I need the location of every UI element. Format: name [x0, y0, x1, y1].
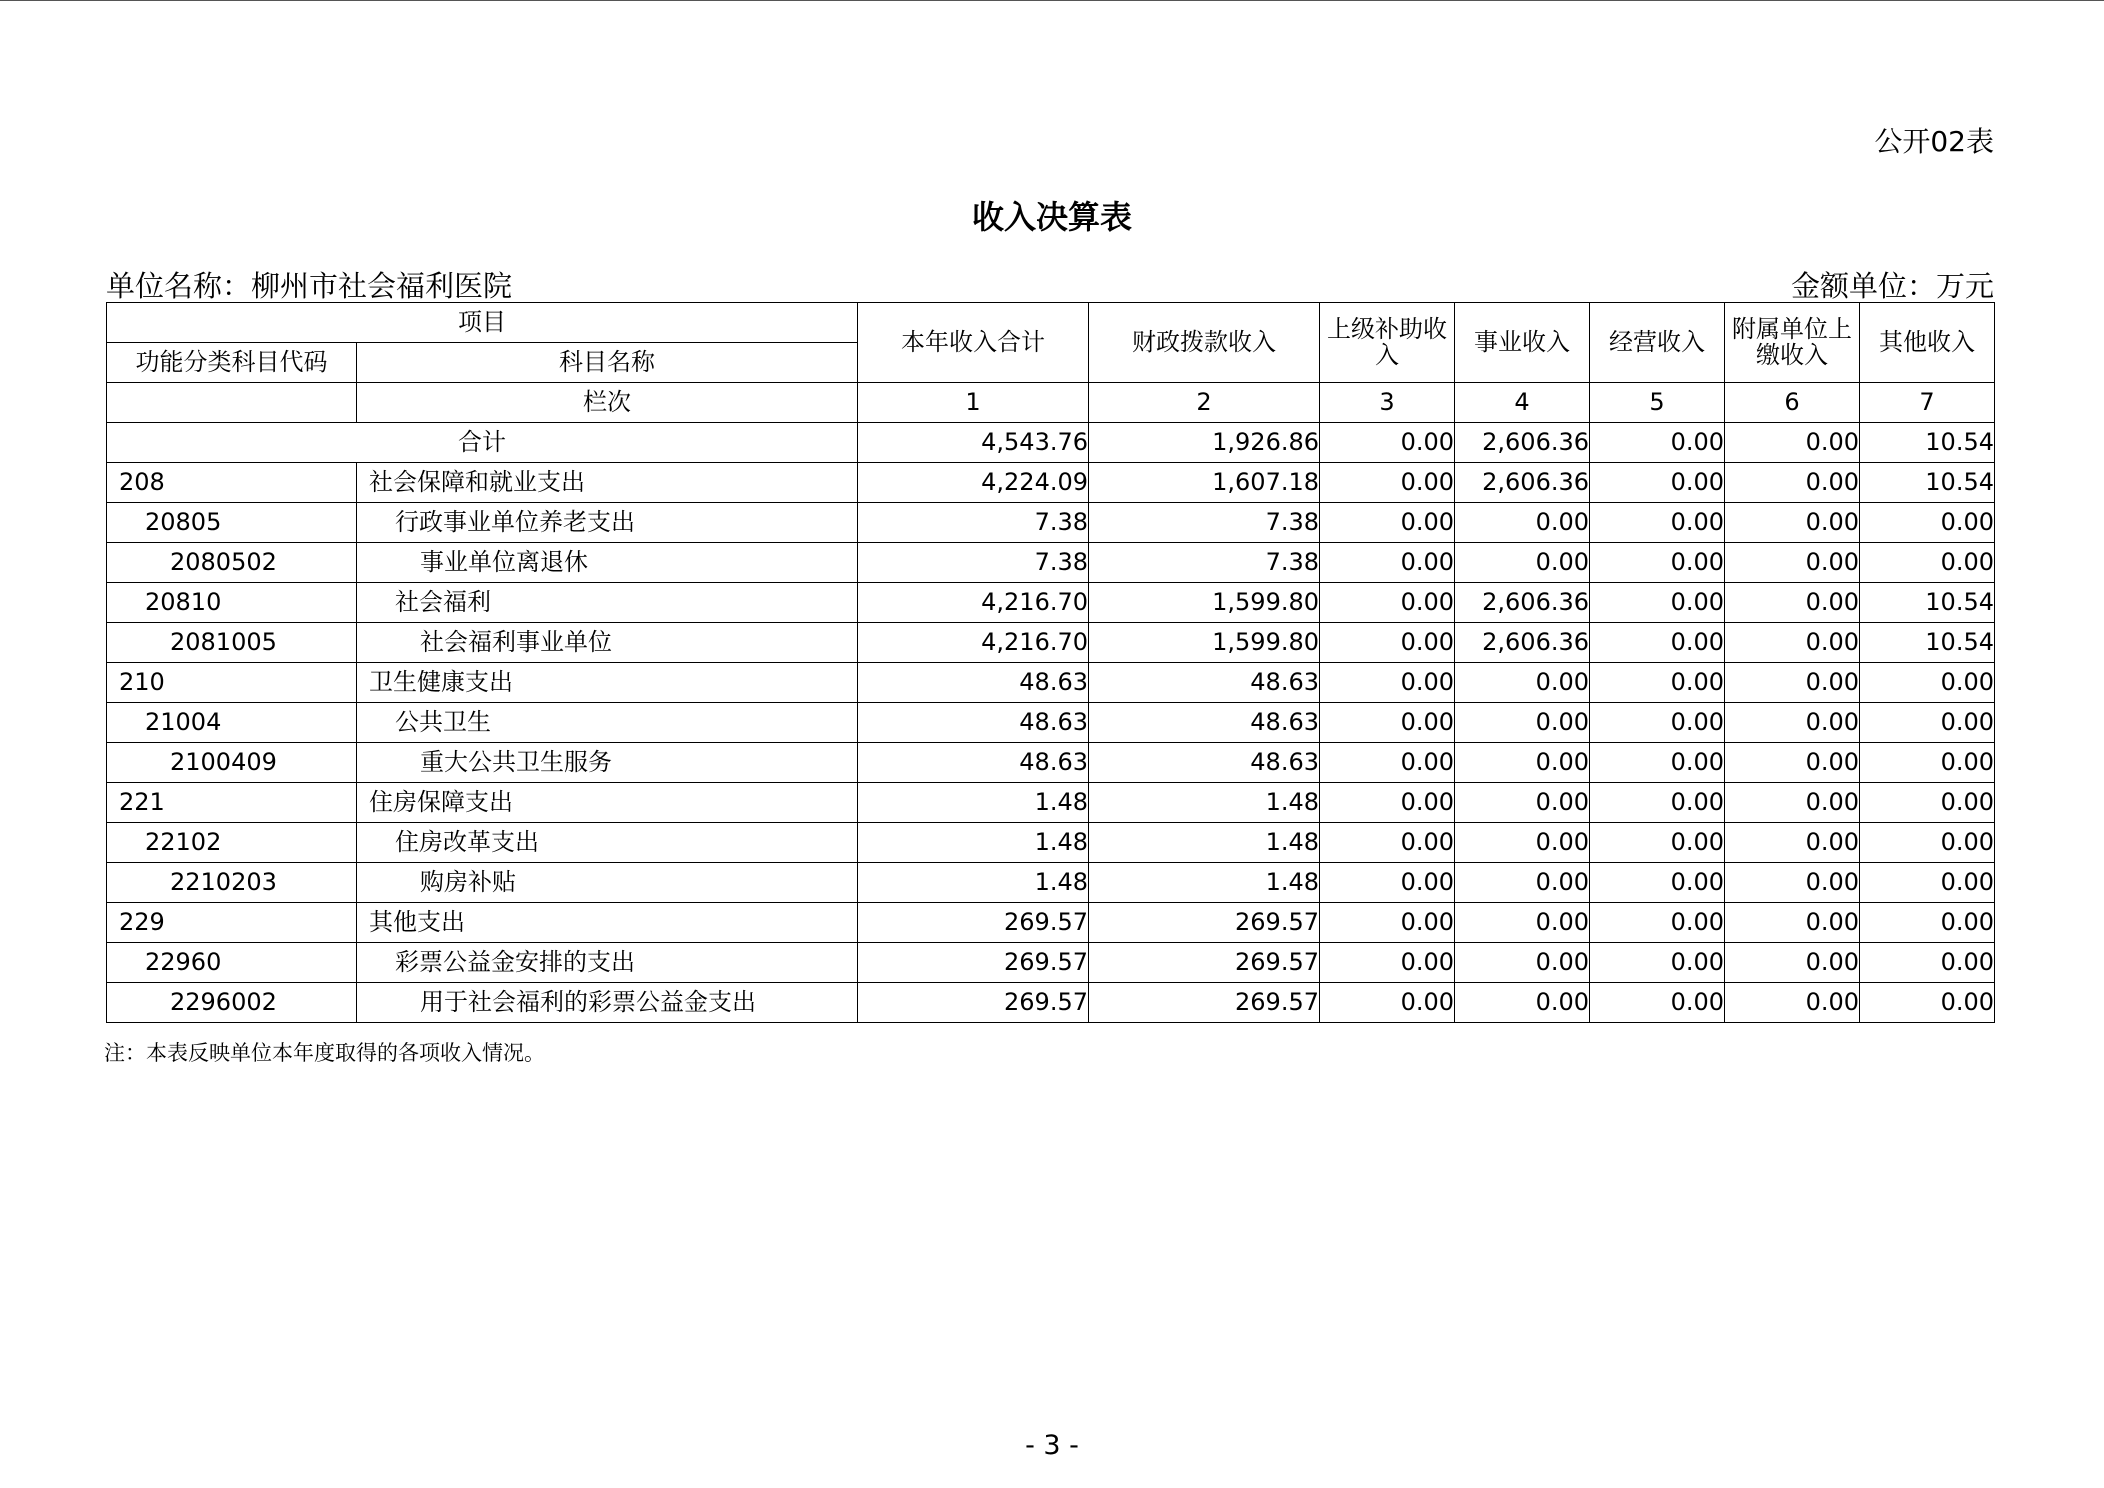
row-value: 0.00: [1725, 823, 1860, 863]
row-value: 0.00: [1320, 543, 1455, 583]
table-row: [107, 463, 1995, 503]
header-name: 科目名称: [357, 343, 858, 383]
row-value: 0.00: [1320, 463, 1455, 503]
row-name: 彩票公益金安排的支出: [357, 943, 858, 983]
row-code: 2081005: [107, 623, 357, 663]
row-value: 0.00: [1725, 903, 1860, 943]
row-value: 0.00: [1590, 983, 1725, 1023]
table-row: [107, 943, 1995, 983]
row-value: 0.00: [1860, 903, 1995, 943]
table-row: [107, 903, 1995, 943]
row-value: 48.63: [858, 743, 1089, 783]
row-value: 1,607.18: [1089, 463, 1320, 503]
row-value: 1.48: [858, 783, 1089, 823]
row-value: 0.00: [1590, 503, 1725, 543]
row-value: 0.00: [1725, 543, 1860, 583]
header-col-6: 附属单位上缴收入: [1725, 303, 1860, 383]
top-border-line: [0, 0, 2104, 1]
table-row: [107, 543, 1995, 583]
row-value: 0.00: [1860, 703, 1995, 743]
row-name: 社会保障和就业支出: [357, 463, 858, 503]
row-code: 20805: [107, 503, 357, 543]
row-value: 0.00: [1590, 703, 1725, 743]
row-value: 4,216.70: [858, 583, 1089, 623]
row-value: 0.00: [1590, 783, 1725, 823]
row-name: 住房保障支出: [357, 783, 858, 823]
row-value: 48.63: [858, 703, 1089, 743]
header-col-5: 经营收入: [1590, 303, 1725, 383]
row-value: 0.00: [1455, 743, 1590, 783]
row-value: 0.00: [1320, 823, 1455, 863]
row-code: 229: [107, 903, 357, 943]
row-value: 7.38: [858, 503, 1089, 543]
row-name: 住房改革支出: [357, 823, 858, 863]
row-value: 269.57: [1089, 943, 1320, 983]
row-value: 0.00: [1320, 983, 1455, 1023]
row-value: 0.00: [1860, 663, 1995, 703]
row-value: 0.00: [1320, 943, 1455, 983]
row-value: 2,606.36: [1455, 463, 1590, 503]
row-value: 7.38: [1089, 543, 1320, 583]
row-value: 0.00: [1725, 703, 1860, 743]
row-value: 0.00: [1725, 863, 1860, 903]
row-value: 0.00: [1725, 783, 1860, 823]
form-number: 公开02表: [1874, 125, 1994, 158]
table-row: [107, 703, 1995, 743]
row-value: 0.00: [1455, 703, 1590, 743]
row-name: 重大公共卫生服务: [357, 743, 858, 783]
total-value: 0.00: [1590, 423, 1725, 463]
row-value: 0.00: [1590, 903, 1725, 943]
row-value: 0.00: [1860, 823, 1995, 863]
column-number: 1: [858, 383, 1089, 423]
table-note: 注：本表反映单位本年度取得的各项收入情况。: [104, 1041, 545, 1065]
row-value: 0.00: [1455, 823, 1590, 863]
row-code: 21004: [107, 703, 357, 743]
row-code: 20810: [107, 583, 357, 623]
row-value: 0.00: [1455, 863, 1590, 903]
row-value: 4,216.70: [858, 623, 1089, 663]
row-value: 48.63: [1089, 703, 1320, 743]
table-row: [107, 743, 1995, 783]
row-value: 48.63: [1089, 663, 1320, 703]
total-value: 4,543.76: [858, 423, 1089, 463]
row-value: 0.00: [1725, 943, 1860, 983]
row-value: 269.57: [858, 943, 1089, 983]
row-value: 0.00: [1590, 663, 1725, 703]
row-value: 0.00: [1455, 543, 1590, 583]
header-col-3: 上级补助收入: [1320, 303, 1455, 383]
row-value: 0.00: [1590, 863, 1725, 903]
total-value: 1,926.86: [1089, 423, 1320, 463]
row-code: 210: [107, 663, 357, 703]
row-value: 0.00: [1320, 583, 1455, 623]
row-value: 0.00: [1590, 623, 1725, 663]
row-code: 2210203: [107, 863, 357, 903]
table-row: [107, 583, 1995, 623]
row-value: 7.38: [858, 543, 1089, 583]
header-row-1: [107, 303, 1995, 343]
row-value: 48.63: [1089, 743, 1320, 783]
total-row: [107, 423, 1995, 463]
row-code: 221: [107, 783, 357, 823]
row-value: 0.00: [1860, 543, 1995, 583]
total-value: 2,606.36: [1455, 423, 1590, 463]
row-value: 0.00: [1860, 943, 1995, 983]
row-value: 0.00: [1320, 783, 1455, 823]
row-name: 社会福利: [357, 583, 858, 623]
row-value: 7.38: [1089, 503, 1320, 543]
row-value: 0.00: [1590, 463, 1725, 503]
column-number: 7: [1860, 383, 1995, 423]
row-value: 0.00: [1455, 663, 1590, 703]
row-code: 22102: [107, 823, 357, 863]
column-number: 2: [1089, 383, 1320, 423]
row-value: 1.48: [1089, 863, 1320, 903]
row-value: 269.57: [1089, 903, 1320, 943]
row-value: 0.00: [1860, 783, 1995, 823]
row-value: 10.54: [1860, 623, 1995, 663]
row-value: 0.00: [1725, 663, 1860, 703]
row-name: 卫生健康支出: [357, 663, 858, 703]
row-value: 0.00: [1725, 743, 1860, 783]
total-value: 0.00: [1320, 423, 1455, 463]
row-code: 2080502: [107, 543, 357, 583]
row-value: 1.48: [1089, 783, 1320, 823]
row-code: 208: [107, 463, 357, 503]
row-value: 0.00: [1455, 783, 1590, 823]
row-value: 0.00: [1320, 903, 1455, 943]
row-value: 0.00: [1320, 503, 1455, 543]
row-name: 其他支出: [357, 903, 858, 943]
row-value: 0.00: [1860, 863, 1995, 903]
row-value: 0.00: [1320, 743, 1455, 783]
row-name: 用于社会福利的彩票公益金支出: [357, 983, 858, 1023]
row-value: 0.00: [1590, 543, 1725, 583]
table-row: [107, 863, 1995, 903]
row-name: 事业单位离退休: [357, 543, 858, 583]
column-number: 5: [1590, 383, 1725, 423]
column-index-row: [107, 383, 1995, 423]
row-code: 2100409: [107, 743, 357, 783]
page-title: 收入决算表: [971, 198, 1132, 236]
row-value: 0.00: [1725, 623, 1860, 663]
column-number: 3: [1320, 383, 1455, 423]
row-value: 0.00: [1590, 943, 1725, 983]
row-value: 2,606.36: [1455, 583, 1590, 623]
row-value: 269.57: [858, 903, 1089, 943]
row-value: 0.00: [1320, 703, 1455, 743]
row-code: 22960: [107, 943, 357, 983]
row-value: 48.63: [858, 663, 1089, 703]
row-value: 0.00: [1455, 503, 1590, 543]
total-label: 合计: [107, 423, 858, 463]
table-row: [107, 823, 1995, 863]
row-value: 1,599.80: [1089, 623, 1320, 663]
row-value: 2,606.36: [1455, 623, 1590, 663]
row-value: 1.48: [1089, 823, 1320, 863]
row-value: 0.00: [1725, 463, 1860, 503]
row-value: 1.48: [858, 863, 1089, 903]
header-col-1: 本年收入合计: [858, 303, 1089, 383]
column-index-label: 栏次: [357, 383, 858, 423]
income-table: [106, 302, 1995, 1023]
row-value: 0.00: [1320, 623, 1455, 663]
table-row: [107, 663, 1995, 703]
row-value: 0.00: [1455, 983, 1590, 1023]
row-value: 0.00: [1590, 743, 1725, 783]
column-number: 6: [1725, 383, 1860, 423]
row-value: 269.57: [1089, 983, 1320, 1023]
row-value: 0.00: [1590, 823, 1725, 863]
row-value: 0.00: [1725, 983, 1860, 1023]
row-value: 0.00: [1860, 743, 1995, 783]
row-value: 0.00: [1455, 903, 1590, 943]
table-row: [107, 503, 1995, 543]
row-value: 0.00: [1725, 583, 1860, 623]
row-name: 社会福利事业单位: [357, 623, 858, 663]
table-row: [107, 783, 1995, 823]
header-col-4: 事业收入: [1455, 303, 1590, 383]
row-name: 行政事业单位养老支出: [357, 503, 858, 543]
row-code: 2296002: [107, 983, 357, 1023]
row-value: 4,224.09: [858, 463, 1089, 503]
unit-name: 单位名称：柳州市社会福利医院: [106, 269, 513, 303]
column-number: 4: [1455, 383, 1590, 423]
table-row: [107, 623, 1995, 663]
row-value: 0.00: [1320, 863, 1455, 903]
row-value: 0.00: [1455, 943, 1590, 983]
row-value: 0.00: [1590, 583, 1725, 623]
total-value: 0.00: [1725, 423, 1860, 463]
header-col-2: 财政拨款收入: [1089, 303, 1320, 383]
row-value: 0.00: [1860, 983, 1995, 1023]
column-index-blank: [107, 383, 357, 423]
row-value: 1,599.80: [1089, 583, 1320, 623]
page-number: - 3 -: [1025, 1430, 1079, 1461]
row-name: 公共卫生: [357, 703, 858, 743]
row-value: 10.54: [1860, 583, 1995, 623]
header-item: 项目: [107, 303, 858, 343]
header-col-7: 其他收入: [1860, 303, 1995, 383]
row-value: 10.54: [1860, 463, 1995, 503]
total-value: 10.54: [1860, 423, 1995, 463]
row-value: 0.00: [1320, 663, 1455, 703]
row-value: 269.57: [858, 983, 1089, 1023]
row-value: 1.48: [858, 823, 1089, 863]
row-value: 0.00: [1725, 503, 1860, 543]
row-value: 0.00: [1860, 503, 1995, 543]
table-row: [107, 983, 1995, 1023]
header-code: 功能分类科目代码: [107, 343, 357, 383]
row-name: 购房补贴: [357, 863, 858, 903]
amount-unit: 金额单位：万元: [1790, 269, 1994, 303]
